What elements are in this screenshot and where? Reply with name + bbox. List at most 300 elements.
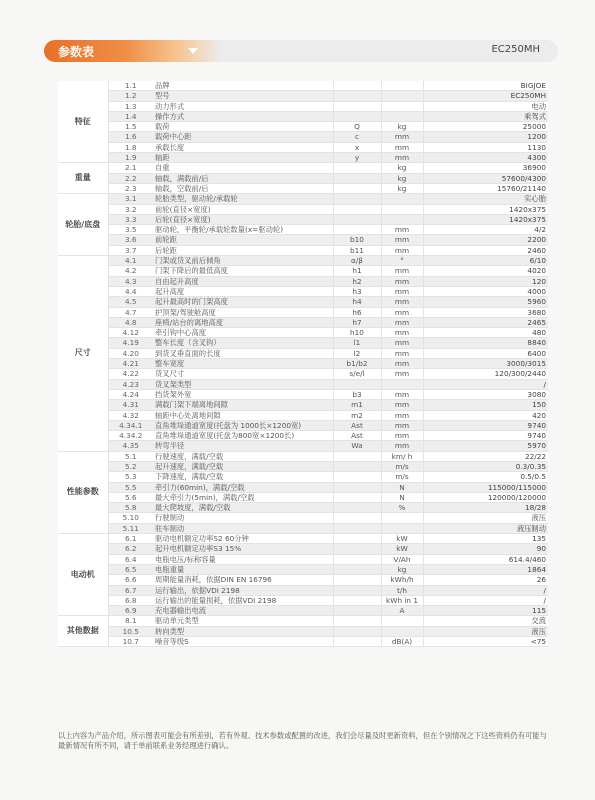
table-row — [58, 91, 548, 101]
param-unit — [381, 379, 423, 389]
param-symbol: m1 — [333, 400, 381, 410]
row-number: 4.1 — [108, 256, 153, 266]
param-unit: mm — [381, 132, 423, 142]
param-unit: mm — [381, 266, 423, 276]
param-symbol — [333, 101, 381, 111]
table-row — [58, 173, 548, 183]
param-value: <75 — [423, 637, 548, 647]
param-value: 22/22 — [423, 451, 548, 461]
param-name: 直角堆垛通道宽度(托盘为 1000长×1200宽) — [153, 420, 333, 430]
param-value: 电动 — [423, 101, 548, 111]
param-name: 载荷中心距 — [153, 132, 333, 142]
param-name: 轴距中心处离地间隙 — [153, 410, 333, 420]
param-name: 运行输出，依据VDI 2198 — [153, 585, 333, 595]
param-name: 行驶速度，满载/空载 — [153, 451, 333, 461]
param-name: 轴载，满载前/后 — [153, 173, 333, 183]
param-name: 周期能量消耗，依据DIN EN 16796 — [153, 575, 333, 585]
param-name: 门架或货叉前后倾角 — [153, 256, 333, 266]
param-unit — [381, 81, 423, 91]
table-row — [58, 266, 548, 276]
table-row — [58, 153, 548, 163]
param-name: 驱动电机额定功率S2 60分钟 — [153, 534, 333, 544]
param-symbol — [333, 461, 381, 471]
row-number: 4.24 — [108, 389, 153, 399]
param-symbol — [333, 91, 381, 101]
param-symbol: s/e/l — [333, 369, 381, 379]
param-symbol: h2 — [333, 276, 381, 286]
table-row — [58, 142, 548, 152]
param-value: 液压 — [423, 626, 548, 636]
param-unit: m/s — [381, 461, 423, 471]
table-row — [58, 616, 548, 626]
table-row — [58, 276, 548, 286]
param-unit — [381, 194, 423, 204]
spec-table-body — [58, 81, 548, 647]
footnote: 以上内容为产品介绍，所示图表可能会有所差别，若有外观、技术参数或配置的改进，我们会尽量及时更新资料，但在个别情况之下这些资料仍有可能与最新情况有所不同，请于单前联系业务经理进行确认。 — [58, 731, 547, 750]
row-number: 1.4 — [108, 111, 153, 121]
param-unit: mm — [381, 400, 423, 410]
param-value: 乘驾式 — [423, 111, 548, 121]
param-unit: kW — [381, 544, 423, 554]
table-row — [58, 163, 548, 173]
param-value: 26 — [423, 575, 548, 585]
param-symbol: l1 — [333, 338, 381, 348]
param-symbol — [333, 637, 381, 647]
param-unit — [381, 523, 423, 533]
table-row — [58, 503, 548, 513]
param-unit: mm — [381, 420, 423, 430]
table-row — [58, 369, 548, 379]
row-number: 4.2 — [108, 266, 153, 276]
param-name: 行驶制动 — [153, 513, 333, 523]
param-symbol: Ast — [333, 431, 381, 441]
param-value: 液压 — [423, 513, 548, 523]
table-row — [58, 461, 548, 471]
table-row — [58, 204, 548, 214]
table-row — [58, 235, 548, 245]
param-name: 起升电机额定功率S3 15% — [153, 544, 333, 554]
param-unit: kg — [381, 183, 423, 193]
param-value: 480 — [423, 328, 548, 338]
param-name: 直角堆垛通道宽度(托盘为800宽×1200长) — [153, 431, 333, 441]
table-row — [58, 492, 548, 502]
param-name: 转向类型 — [153, 626, 333, 636]
param-value: 120000/120000 — [423, 492, 548, 502]
param-symbol: h6 — [333, 307, 381, 317]
param-name: 动力形式 — [153, 101, 333, 111]
param-value: 3080 — [423, 389, 548, 399]
param-value: 3680 — [423, 307, 548, 317]
row-number: 4.35 — [108, 441, 153, 451]
param-name: 牵引力(60min)，满载/空载 — [153, 482, 333, 492]
section-label: 性能参数 — [58, 451, 108, 533]
param-unit: kg — [381, 564, 423, 574]
param-symbol — [333, 523, 381, 533]
table-row — [58, 286, 548, 296]
table-row — [58, 451, 548, 461]
param-name: 牵引钩中心高度 — [153, 328, 333, 338]
param-name: 货叉尺寸 — [153, 369, 333, 379]
row-number: 3.1 — [108, 194, 153, 204]
page-title: 参数表 — [58, 45, 95, 59]
param-symbol: α/β — [333, 256, 381, 266]
table-row — [58, 410, 548, 420]
param-value: 120 — [423, 276, 548, 286]
row-number: 1.8 — [108, 142, 153, 152]
table-row — [58, 81, 548, 91]
param-unit — [381, 101, 423, 111]
row-number: 2.1 — [108, 163, 153, 173]
table-row — [58, 585, 548, 595]
table-row — [58, 544, 548, 554]
row-number: 1.5 — [108, 122, 153, 132]
param-symbol: h7 — [333, 317, 381, 327]
param-symbol — [333, 585, 381, 595]
param-unit: kg — [381, 173, 423, 183]
param-unit: mm — [381, 142, 423, 152]
param-name: 自重 — [153, 163, 333, 173]
param-symbol — [333, 379, 381, 389]
row-number: 8.1 — [108, 616, 153, 626]
table-row — [58, 111, 548, 121]
param-name: 座椅/站台的离地高度 — [153, 317, 333, 327]
model-name: EC250MH — [491, 44, 540, 55]
param-value: 9740 — [423, 431, 548, 441]
table-row — [58, 595, 548, 605]
table-row — [58, 297, 548, 307]
param-symbol — [333, 626, 381, 636]
param-unit: kWh in 1 — [381, 595, 423, 605]
param-unit: mm — [381, 328, 423, 338]
param-unit: mm — [381, 235, 423, 245]
row-number: 3.2 — [108, 204, 153, 214]
param-unit: N — [381, 492, 423, 502]
param-symbol: h4 — [333, 297, 381, 307]
param-value: 0.3/0.35 — [423, 461, 548, 471]
param-name: 运行输出的能量损耗，依据VDI 2198 — [153, 595, 333, 605]
param-name: 起升速度，满载/空载 — [153, 461, 333, 471]
param-name: 货叉架类型 — [153, 379, 333, 389]
row-number: 4.21 — [108, 359, 153, 369]
param-unit: kg — [381, 122, 423, 132]
param-symbol — [333, 513, 381, 523]
param-value: 120/300/2440 — [423, 369, 548, 379]
table-row — [58, 482, 548, 492]
header-bar — [44, 40, 558, 62]
param-name: 后轮距 — [153, 245, 333, 255]
param-symbol — [333, 606, 381, 616]
param-symbol — [333, 214, 381, 224]
param-symbol — [333, 492, 381, 502]
param-symbol — [333, 204, 381, 214]
param-symbol: x — [333, 142, 381, 152]
param-value: 9740 — [423, 420, 548, 430]
param-symbol — [333, 451, 381, 461]
section-label: 尺寸 — [58, 256, 108, 452]
row-number: 1.3 — [108, 101, 153, 111]
param-name: 挡货架外宽 — [153, 389, 333, 399]
table-row — [58, 431, 548, 441]
param-unit: dB(A) — [381, 637, 423, 647]
section-label: 其他数据 — [58, 616, 108, 647]
table-row — [58, 328, 548, 338]
param-symbol: m2 — [333, 410, 381, 420]
param-unit: kg — [381, 163, 423, 173]
param-name: 门架下降后的最低高度 — [153, 266, 333, 276]
param-value: 实心胎 — [423, 194, 548, 204]
param-unit — [381, 513, 423, 523]
param-name: 载荷 — [153, 122, 333, 132]
row-number: 4.31 — [108, 400, 153, 410]
param-value: 4000 — [423, 286, 548, 296]
row-number: 5.11 — [108, 523, 153, 533]
spec-table — [58, 81, 548, 647]
table-row — [58, 523, 548, 533]
table-row — [58, 122, 548, 132]
param-value: 5960 — [423, 297, 548, 307]
param-unit: mm — [381, 307, 423, 317]
table-row — [58, 389, 548, 399]
table-row — [58, 606, 548, 616]
param-symbol — [333, 81, 381, 91]
param-unit: t/h — [381, 585, 423, 595]
param-name: 轮胎类型，驱动轮/承载轮 — [153, 194, 333, 204]
param-name: 护顶架/驾驶舱高度 — [153, 307, 333, 317]
param-symbol — [333, 595, 381, 605]
param-value: 4/2 — [423, 225, 548, 235]
param-symbol — [333, 482, 381, 492]
table-row — [58, 317, 548, 327]
param-symbol — [333, 503, 381, 513]
row-number: 4.8 — [108, 317, 153, 327]
param-symbol — [333, 616, 381, 626]
table-row — [58, 575, 548, 585]
table-row — [58, 307, 548, 317]
table-row — [58, 359, 548, 369]
param-name: 操作方式 — [153, 111, 333, 121]
param-symbol: b1/b2 — [333, 359, 381, 369]
param-value: 8840 — [423, 338, 548, 348]
param-symbol — [333, 183, 381, 193]
row-number: 4.34.1 — [108, 420, 153, 430]
row-number: 5.8 — [108, 503, 153, 513]
param-symbol: l2 — [333, 348, 381, 358]
row-number: 6.1 — [108, 534, 153, 544]
param-unit: ° — [381, 256, 423, 266]
param-value: 57600/4300 — [423, 173, 548, 183]
param-name: 驱动轮，平衡轮/承载轮数量(x=驱动轮) — [153, 225, 333, 235]
param-unit: m/s — [381, 472, 423, 482]
param-value: 25000 — [423, 122, 548, 132]
param-value: 1864 — [423, 564, 548, 574]
row-number: 5.1 — [108, 451, 153, 461]
row-number: 6.5 — [108, 564, 153, 574]
row-number: 4.3 — [108, 276, 153, 286]
section-label: 轮胎/底盘 — [58, 194, 108, 256]
param-symbol: h10 — [333, 328, 381, 338]
param-unit: mm — [381, 276, 423, 286]
param-symbol: y — [333, 153, 381, 163]
row-number: 1.1 — [108, 81, 153, 91]
param-value: 18/28 — [423, 503, 548, 513]
param-name: 轴载，空载前/后 — [153, 183, 333, 193]
table-row — [58, 534, 548, 544]
row-number: 10.5 — [108, 626, 153, 636]
table-row — [58, 183, 548, 193]
param-unit: mm — [381, 348, 423, 358]
param-unit: % — [381, 503, 423, 513]
param-unit: mm — [381, 338, 423, 348]
row-number: 3.3 — [108, 214, 153, 224]
table-row — [58, 420, 548, 430]
param-unit — [381, 616, 423, 626]
param-name: 驻车制动 — [153, 523, 333, 533]
table-row — [58, 245, 548, 255]
param-unit — [381, 626, 423, 636]
row-number: 4.4 — [108, 286, 153, 296]
param-name: 自由起升高度 — [153, 276, 333, 286]
row-number: 6.8 — [108, 595, 153, 605]
table-row — [58, 626, 548, 636]
table-row — [58, 513, 548, 523]
param-value: 6400 — [423, 348, 548, 358]
param-symbol — [333, 564, 381, 574]
param-name: 整车宽度 — [153, 359, 333, 369]
param-symbol: b11 — [333, 245, 381, 255]
row-number: 4.7 — [108, 307, 153, 317]
param-unit: mm — [381, 225, 423, 235]
param-unit: km/ h — [381, 451, 423, 461]
table-row — [58, 400, 548, 410]
param-unit: kW — [381, 534, 423, 544]
row-number: 2.3 — [108, 183, 153, 193]
row-number: 6.6 — [108, 575, 153, 585]
param-value: 4020 — [423, 266, 548, 276]
param-value: 5970 — [423, 441, 548, 451]
param-unit: mm — [381, 410, 423, 420]
param-symbol — [333, 544, 381, 554]
param-symbol: Wa — [333, 441, 381, 451]
param-value: 1420x375 — [423, 204, 548, 214]
row-number: 4.34.2 — [108, 431, 153, 441]
param-unit: N — [381, 482, 423, 492]
table-row — [58, 132, 548, 142]
param-value: / — [423, 585, 548, 595]
param-name: 下降速度，满载/空载 — [153, 472, 333, 482]
param-value: 115000/115000 — [423, 482, 548, 492]
param-value: 0.5/0.5 — [423, 472, 548, 482]
row-number: 1.6 — [108, 132, 153, 142]
row-number: 4.5 — [108, 297, 153, 307]
param-name: 充电器输出电流 — [153, 606, 333, 616]
param-symbol: h3 — [333, 286, 381, 296]
table-row — [58, 214, 548, 224]
param-name: 最大爬坡度，满载/空载 — [153, 503, 333, 513]
param-name: 后轮(直径×宽度) — [153, 214, 333, 224]
param-unit: mm — [381, 245, 423, 255]
param-value: 115 — [423, 606, 548, 616]
param-unit: mm — [381, 286, 423, 296]
param-unit: mm — [381, 431, 423, 441]
param-unit: mm — [381, 317, 423, 327]
param-name: 型号 — [153, 91, 333, 101]
param-name: 满载门架下端离地间隙 — [153, 400, 333, 410]
row-number: 4.20 — [108, 348, 153, 358]
table-row — [58, 441, 548, 451]
param-unit: mm — [381, 297, 423, 307]
param-name: 电瓶重量 — [153, 564, 333, 574]
row-number: 4.32 — [108, 410, 153, 420]
param-value: 420 — [423, 410, 548, 420]
param-value: 1130 — [423, 142, 548, 152]
param-value: 90 — [423, 544, 548, 554]
row-number: 6.9 — [108, 606, 153, 616]
section-label: 特征 — [58, 81, 108, 163]
chevron-down-icon[interactable] — [188, 48, 198, 54]
section-label: 电动机 — [58, 534, 108, 616]
param-symbol: Q — [333, 122, 381, 132]
param-value: 2200 — [423, 235, 548, 245]
table-row — [58, 101, 548, 111]
row-number: 3.6 — [108, 235, 153, 245]
param-name: 前轮距 — [153, 235, 333, 245]
param-symbol: b3 — [333, 389, 381, 399]
param-unit: mm — [381, 153, 423, 163]
param-value: 2465 — [423, 317, 548, 327]
param-value: 150 — [423, 400, 548, 410]
header-title-pill[interactable] — [44, 40, 222, 62]
table-row — [58, 194, 548, 204]
param-unit — [381, 111, 423, 121]
row-number: 1.9 — [108, 153, 153, 163]
param-value: 交流 — [423, 616, 548, 626]
table-row — [58, 472, 548, 482]
row-number: 3.7 — [108, 245, 153, 255]
param-value: 液压制动 — [423, 523, 548, 533]
row-number: 10.7 — [108, 637, 153, 647]
table-row — [58, 348, 548, 358]
row-number: 6.2 — [108, 544, 153, 554]
row-number: 6.4 — [108, 554, 153, 564]
param-symbol — [333, 111, 381, 121]
param-unit: V/Ah — [381, 554, 423, 564]
param-value: 4300 — [423, 153, 548, 163]
row-number: 4.19 — [108, 338, 153, 348]
row-number: 4.23 — [108, 379, 153, 389]
param-name: 起升高度 — [153, 286, 333, 296]
param-symbol — [333, 173, 381, 183]
table-row — [58, 637, 548, 647]
param-symbol — [333, 472, 381, 482]
param-value: BIGJOE — [423, 81, 548, 91]
row-number: 5.3 — [108, 472, 153, 482]
param-unit: mm — [381, 369, 423, 379]
param-symbol: c — [333, 132, 381, 142]
table-row — [58, 256, 548, 266]
param-name: 到货叉垂直面的长度 — [153, 348, 333, 358]
row-number: 4.22 — [108, 369, 153, 379]
param-name: 轴距 — [153, 153, 333, 163]
param-value: 3000/3015 — [423, 359, 548, 369]
row-number: 1.2 — [108, 91, 153, 101]
row-number: 4.12 — [108, 328, 153, 338]
param-name: 整车长度（含叉钩） — [153, 338, 333, 348]
param-unit — [381, 214, 423, 224]
row-number: 5.10 — [108, 513, 153, 523]
param-unit: mm — [381, 441, 423, 451]
param-name: 品牌 — [153, 81, 333, 91]
row-number: 2.2 — [108, 173, 153, 183]
